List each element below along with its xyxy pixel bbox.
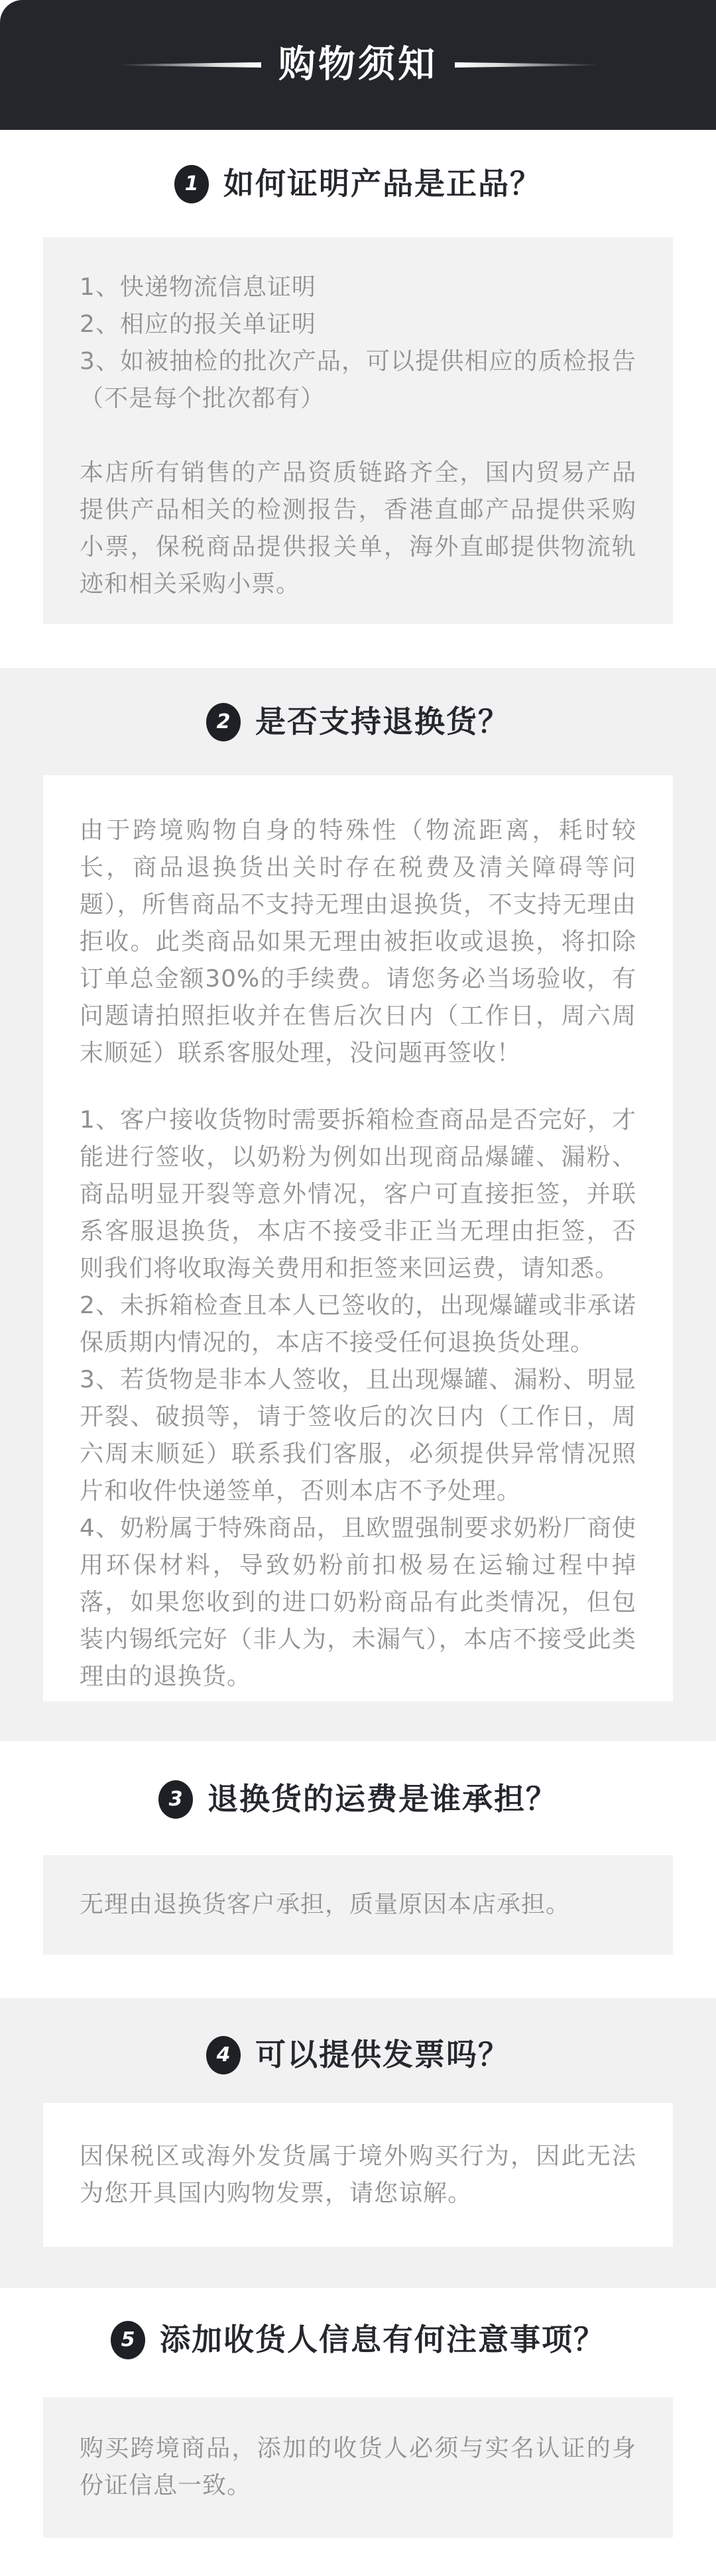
return-policy-item: 3、若货物是非本人签收，且出现爆罐、漏粉、明显开裂、破损等，请于签收后的次日内（工作日，周六周末顺延）联系我们客服，必须提供异常情况照片和收件快递签单，否则本店不予处理。 <box>80 1366 636 1505</box>
page-title: 购物须知 <box>278 43 438 86</box>
decor-line-left-icon <box>118 62 261 68</box>
section-4-content-box <box>43 2103 673 2247</box>
section-5-content-box <box>43 2397 673 2538</box>
section-5-number-badge: 5 <box>111 2321 145 2359</box>
return-policy-item: 1、客户接收货物时需要拆箱检查商品是否完好，才能进行签收，以奶粉为例如出现商品爆罐、漏粉、商品明显开裂等意外情况，客户可直接拒签，并联系客服退换货，本店不接受非正当无理由拒签，否则我们将收取海关费用和拒签来回运费，请知悉。 <box>80 1106 636 1282</box>
section-1-heading <box>0 164 716 204</box>
section-4-paragraph: 因保税区或海外发货属于境外购买行为，因此无法为您开具国内购物发票，请您谅解。 <box>80 2142 636 2207</box>
section-2-number-badge: 2 <box>206 703 241 741</box>
return-policy-item: 2、未拆箱检查且本人已签收的，出现爆罐或非承诺保质期内情况的，本店不接受任何退换货处理。 <box>80 1292 636 1356</box>
section-3-heading <box>0 1780 716 1819</box>
section-5-heading <box>0 2320 716 2360</box>
section-4-title: 可以提供发票吗？ <box>255 2037 510 2073</box>
section-5-title: 添加收货人信息有何注意事项？ <box>160 2322 605 2358</box>
section-2-title: 是否支持退换货？ <box>255 704 510 740</box>
section-3-number-badge: 3 <box>158 1780 193 1819</box>
section-3-title: 退换货的运费是谁承担？ <box>208 1781 558 1817</box>
section-3-content-box <box>43 1855 673 1955</box>
section-1-title: 如何证明产品是正品？ <box>223 166 542 202</box>
section-2-items <box>80 1102 636 1695</box>
section-2-heading <box>0 702 716 742</box>
proof-list-item: 2、相应的报关单证明 <box>80 311 316 338</box>
section-2-intro: 由于跨境购物自身的特殊性（物流距离，耗时较长，商品退换货出关时存在税费及清关障碍等问题），所售商品不支持无理由退换货，不支持无理由拒收。此类商品如果无理由被拒收或退换，将扣除订单总金额30%的手续费。请您务必当场验收，有问题请拍照拒收并在售后次日内（工作日，周六周末顺延）联系客服处理，没问题再签收！ <box>80 817 636 1067</box>
section-4-number-badge: 4 <box>206 2036 241 2074</box>
proof-list-item: 1、快递物流信息证明 <box>80 274 316 301</box>
proof-list-item: 3、如被抽检的批次产品，可以提供相应的质检报告（不是每个批次都有） <box>80 348 636 412</box>
section-1-number-badge: 1 <box>174 165 209 203</box>
return-policy-item: 4、奶粉属于特殊商品，且欧盟强制要求奶粉厂商使用环保材料，导致奶粉前扣极易在运输过程中掉落，如果您收到的进口奶粉商品有此类情况，但包装内锡纸完好（非人为，未漏气），本店不接受此类理由的退换货。 <box>80 1515 636 1690</box>
section-4-heading <box>0 2035 716 2075</box>
section-1-content-box <box>43 237 673 624</box>
section-1-paragraph: 本店所有销售的产品资质链路齐全，国内贸易产品提供产品相关的检测报告，香港直邮产品提供采购小票，保税商品提供报关单，海外直邮提供物流轨迹和相关采购小票。 <box>80 459 636 598</box>
section-2-content-box <box>43 775 673 1701</box>
page-header <box>0 0 716 130</box>
section-5-paragraph: 购买跨境商品，添加的收货人必须与实名认证的身份证信息一致。 <box>80 2435 636 2499</box>
decor-line-right-icon <box>455 62 598 68</box>
section-3-paragraph: 无理由退换货客户承担，质量原因本店承担。 <box>80 1891 571 1918</box>
